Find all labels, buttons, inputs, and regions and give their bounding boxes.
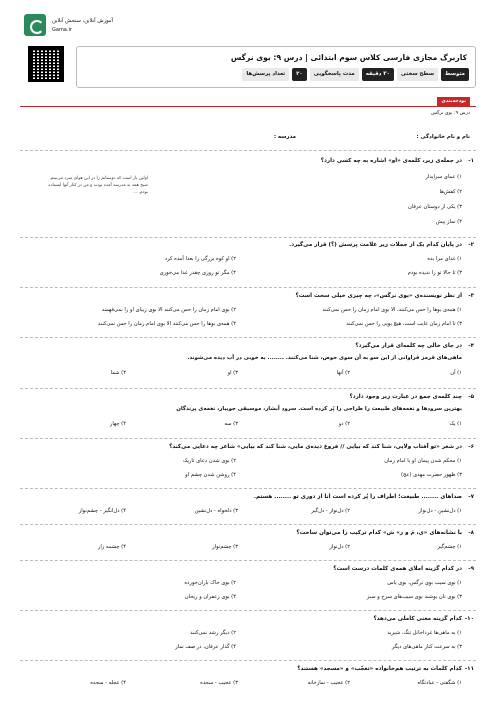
- option[interactable]: ۱) بوی سیب بوی نرگس، بوی یاس: [387, 580, 462, 586]
- section-ribbon: بودجه‌بندی: [437, 97, 470, 106]
- option[interactable]: ۱) آن: [450, 370, 462, 376]
- question-text: از نظر نویسنده‌ی «بوی نرگس»، چه چیزی خیلی سخت است؟: [295, 293, 462, 299]
- option[interactable]: ۱) به ماهی‌ها غرداخانل تنگ، شیرید: [387, 630, 462, 636]
- question-number: ۸-: [468, 530, 474, 536]
- question-text: در شعر «تو آفتاب ولایی، شنا کند که بیایی // فروغ دیده‌ی مایی، شنا کند که بیایی» شاعر چه دعایی می‌کند؟: [169, 444, 462, 450]
- question-text: در جای خالی چه کلمه‌ای قرار می‌گیرد؟: [355, 343, 462, 349]
- question-number: ۴-: [468, 343, 474, 349]
- option[interactable]: ۳) عجیب - سجده: [200, 680, 238, 686]
- option[interactable]: ۴) چهار: [109, 421, 126, 427]
- question-text: کدام کلمات به ترتیب هم‌خانواده «تعجّب» و «مسجد» هستند؟: [297, 666, 462, 672]
- question-number: ۱۰-: [464, 616, 474, 622]
- question-number: ۱۱-: [464, 666, 474, 672]
- option[interactable]: ۱) همه‌ی بوها را حس می‌کنند، الا بوی امام زمان را حس نمی‌کنند: [322, 307, 462, 313]
- question-number: ۹-: [468, 566, 474, 572]
- section-divider: [20, 106, 476, 107]
- option[interactable]: ۲) دو: [338, 421, 350, 427]
- option[interactable]: ۲) دل‌نواز - دل‌گیر: [311, 508, 350, 514]
- meta-difficulty-label: سطح سختی: [397, 68, 438, 81]
- gama-logo-icon: [24, 14, 46, 36]
- divider: [20, 610, 476, 611]
- option[interactable]: ۴) گذار عرفان، در صف نماز: [175, 644, 236, 650]
- meta-questions-label: تعداد پرسش‌ها: [242, 68, 289, 81]
- question-number: ۲-: [468, 242, 474, 248]
- brand[interactable]: [18, 10, 138, 40]
- option[interactable]: ۱) عمای سرایدار: [425, 174, 462, 180]
- question-2: [20, 242, 476, 282]
- question-number: ۷-: [468, 494, 474, 500]
- option[interactable]: ۳) بوی نان یوشند بوی سیب‌های سرخ و سبز: [366, 594, 462, 600]
- option[interactable]: ۴) چشمه زار: [97, 544, 126, 550]
- option[interactable]: ۳) ظهور حضرت مهدی (عج): [400, 472, 462, 478]
- question-3: [20, 293, 476, 333]
- option[interactable]: ۴) شما: [110, 370, 126, 376]
- divider: [20, 488, 476, 489]
- option[interactable]: ۲) دل‌نواز: [329, 544, 350, 550]
- option[interactable]: ۱) چشم‌گیر: [437, 544, 462, 550]
- divider: [20, 524, 476, 525]
- option[interactable]: ۲) کفش‌ها: [439, 189, 462, 195]
- divider: [20, 560, 476, 561]
- option[interactable]: ۴) عجله - سجده: [90, 680, 126, 686]
- divider: [20, 150, 476, 151]
- option[interactable]: ۴) مگر تو روزی چقدر غذا می‌خوری: [159, 270, 236, 276]
- option[interactable]: ۳) به سرعت کنار ماهی‌های دیگر: [391, 644, 462, 650]
- option[interactable]: ۴) بوی زعفران و ریحان: [184, 594, 236, 600]
- option[interactable]: ۴) همه‌ی بوها را حس می‌کنند الا بوی امام زمان را حس نمی‌کنند: [98, 321, 236, 327]
- question-number: ۱-: [468, 158, 474, 164]
- divider: [20, 237, 476, 238]
- option[interactable]: ۱) دل‌نشین - دل‌نواز: [418, 508, 462, 514]
- option[interactable]: ۲) بوی شدن دعای تاریک: [182, 458, 236, 464]
- brand-domain: Gama.ir: [52, 27, 72, 33]
- question-text: در پایان کدام یک از جملات زیر علامت پرسش (؟) قرار می‌گیرد.: [289, 242, 462, 248]
- option[interactable]: ۱) محکم شدن پیمان او با امام زمان: [384, 458, 462, 464]
- option[interactable]: ۲) دیگر رشد نمی‌کنند: [190, 630, 236, 636]
- title-box: [76, 46, 476, 88]
- school-label: مدرسه :: [273, 134, 296, 140]
- question-5: [20, 394, 476, 434]
- question-9: [20, 566, 476, 606]
- question-10: [20, 616, 476, 656]
- meta-duration-label: مدت پاسخگویی: [310, 68, 359, 81]
- meta-difficulty-value: متوسط: [441, 68, 469, 81]
- student-name-label: نام و نام خانوادگی :: [416, 134, 470, 140]
- brand-tagline: آموزش آنلاین، سنجش آنلاین: [52, 18, 113, 24]
- question-number: ۵-: [468, 394, 474, 400]
- option[interactable]: ۳) تا حالا تو را ندیده بودم: [407, 270, 462, 276]
- worksheet-header: [18, 10, 478, 90]
- option[interactable]: ۴) دل‌انگیز - چشم‌نواز: [78, 508, 126, 514]
- divider: [20, 337, 476, 338]
- question-4: [20, 343, 476, 383]
- page-title: کاربرگ مجازی فارسی کلاس سوم ابتدائی | درس ۹: بوی نرگس: [230, 53, 467, 62]
- question-text: صداهای ........ طبیعت؛ اطراف را پُر کرده است انا از دوری تو ........ هستم.: [253, 494, 462, 500]
- question-8: [20, 530, 476, 556]
- option[interactable]: ۳) او: [227, 370, 238, 376]
- option[interactable]: ۳) دلخواه - دل‌نشین: [194, 508, 238, 514]
- qr-code-icon: [28, 46, 64, 82]
- question-passage: بهترین سرودها و نغمه‌های طبیعت را طراحی را پُر کرده است. سرود آبشار، موسیقی جویبار، نغمه‌ی پرندگان: [176, 406, 462, 412]
- student-info-row: [20, 132, 476, 144]
- option[interactable]: ۱) یک: [449, 421, 462, 427]
- divider: [20, 388, 476, 389]
- option[interactable]: ۲) آنها: [336, 370, 350, 376]
- meta-questions-value: ۲۰: [292, 68, 307, 81]
- question-1: [20, 158, 476, 234]
- meta-duration-value: ۳۰ دقیقه: [362, 68, 394, 81]
- option[interactable]: ۴) نماز پیش: [435, 219, 462, 225]
- option[interactable]: ۱) شگفتی - عبادتگاه: [417, 680, 462, 686]
- question-passage: ماهی‌های قرمز فراوانی از این سو به آن سوی حوض، شنا می‌کنند. ........ به خوبی در آب دیده می‌شوند.: [187, 355, 462, 361]
- option[interactable]: ۳) چشم‌نواز: [212, 544, 238, 550]
- lesson-label: درس ۹: بوی نرگس: [430, 111, 470, 116]
- question-number: ۳-: [468, 293, 474, 299]
- question-6: [20, 444, 476, 484]
- question-text: در جمله‌ی زیر، کلمه‌ی «او» اشاره به چه کسی دارد؟: [320, 158, 462, 164]
- option[interactable]: ۲) بوی خاک باران‌خورده: [184, 580, 236, 586]
- meta-row: [242, 68, 469, 81]
- option[interactable]: ۳) سه: [224, 421, 238, 427]
- option[interactable]: ۳) تا امام زمان غایب است، هیچ بویی را حس نمی‌کنند: [346, 321, 462, 327]
- divider: [20, 660, 476, 661]
- question-7: [20, 494, 476, 520]
- question-text: با نشانه‌های «ی، مَ و ز» ش» کدام ترکیب را می‌توان ساخت؟: [296, 530, 462, 536]
- divider: [20, 438, 476, 439]
- question-number: ۶-: [468, 444, 474, 450]
- reading-note: اولین بار است که دوستانم را در این هوای سرد می‌بینم. صبح همه به مدرسه آمده بودند و من در کنار آنها ایستاده بودم. ...: [48, 176, 148, 195]
- question-text: در کدام گزینه املای همه‌ی کلمات درست است؟: [333, 566, 462, 572]
- question-11: [20, 666, 476, 692]
- question-text: چند کلمه‌ی جمع در عبارت زیر وجود دارد؟: [349, 394, 462, 400]
- option[interactable]: ۴) روشن شدن چشم او: [185, 472, 236, 478]
- option[interactable]: ۱) غذای مرا بده: [427, 256, 462, 262]
- option[interactable]: ۳) یکی از دوستان عرفان: [408, 204, 462, 210]
- option[interactable]: ۲) او کوه بزرگی را بعدا آمده کرد: [164, 256, 236, 262]
- option[interactable]: ۲) عجیب - نمازخانه: [307, 680, 350, 686]
- divider: [20, 287, 476, 288]
- question-text: کدام گزینه معنی کاملی می‌دهد؟: [373, 616, 462, 622]
- option[interactable]: ۲) بوی امام زمان را حس می‌کنند الا بوی زیبای او را نمی‌فهمند: [101, 307, 236, 313]
